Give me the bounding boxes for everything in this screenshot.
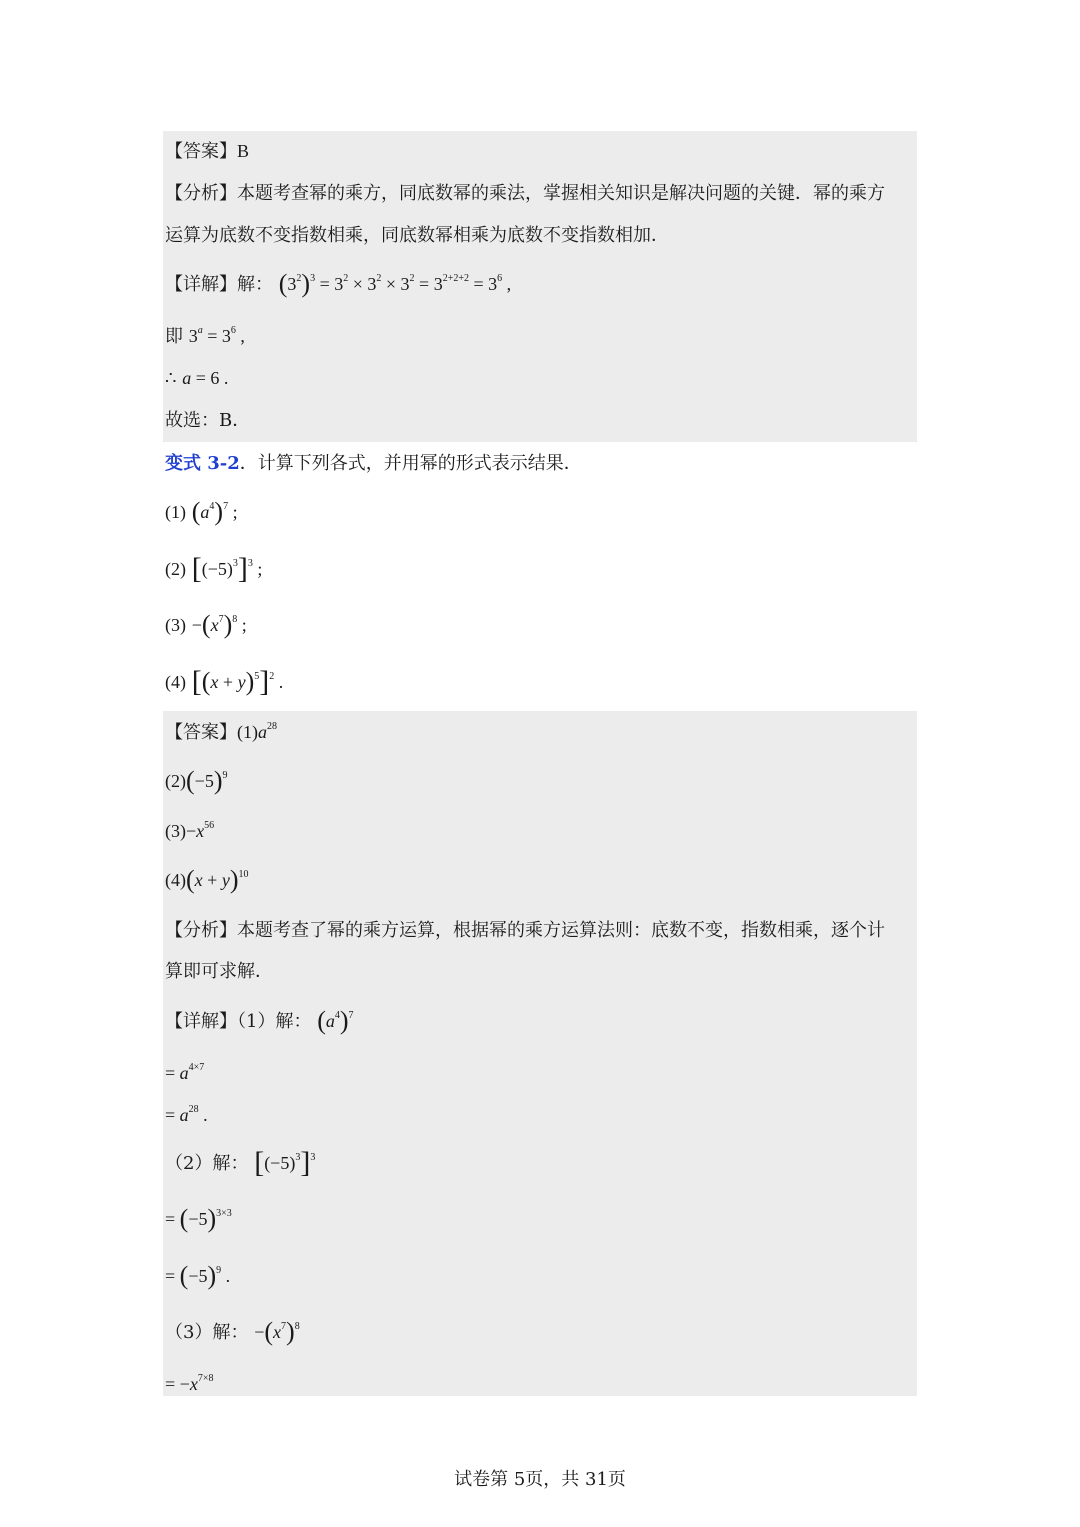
- detail-line: 【详解】解： $(3^2)^3 = 3^2 \times 3^2 \times 3^2 = 3^{2+2+2} = 3^6$ ,: [165, 269, 512, 298]
- question-item-3: $(3) -(x^7)^8$ ;: [165, 610, 247, 639]
- answer2-line-2: $(2)(-5)^9$: [165, 766, 228, 795]
- therefore-line: ∴ a = 6 .: [165, 368, 229, 389]
- answer-line: 【答案】B: [165, 141, 250, 162]
- question-line: 变式 3-2．计算下列各式，并用幂的形式表示结果．: [165, 453, 582, 474]
- page-footer: 试卷第 5页，共 31页: [454, 1469, 626, 1490]
- detail2-line-2: （2）解： $[(-5)^3]^3$: [165, 1146, 316, 1179]
- question-item-4: (4) $[(x + y)^5]^2$ .: [165, 665, 284, 698]
- detail2-step-3: = $(-5)^{3\times 3}$: [165, 1204, 232, 1233]
- question-item-1: (1) $(a^4)^7$ ;: [165, 497, 238, 526]
- detail2-step-2: = $a^{28}$ .: [165, 1104, 208, 1125]
- detail2-step-5: = $-x^{7\times 8}$: [165, 1373, 214, 1394]
- analysis2-line-1: 【分析】本题考查了幂的乘方运算，根据幂的乘方运算法则：底数不变，指数相乘，逐个计: [165, 920, 885, 941]
- analysis-line-1: 【分析】本题考查幂的乘方，同底数幂的乘法，掌握相关知识是解决问题的关键．幂的乘方: [165, 183, 885, 204]
- answer2-line-1: 【答案】$(1)a^{28}$: [165, 721, 277, 743]
- answer-block-2: [163, 711, 917, 1396]
- detail2-step-4: = $(-5)^9$ .: [165, 1261, 231, 1290]
- step-line: 即 $3^a = 3^6$ ,: [165, 325, 245, 347]
- analysis-line-2: 运算为底数不变指数相乘，同底数幂相乘为底数不变指数相加．: [165, 225, 669, 246]
- detail2-line-3: （3）解： $-(x^7)^8$: [165, 1317, 300, 1346]
- choice-line: 故选：B．: [165, 410, 251, 431]
- analysis2-line-2: 算即可求解．: [165, 961, 273, 982]
- detail2-step-1: = $a^{4\times 7}$: [165, 1062, 205, 1083]
- question-item-2: (2) $[(-5)^3]^3$ ;: [165, 552, 263, 585]
- answer2-line-4: $(4)(x + y)^{10}$: [165, 865, 249, 894]
- detail2-line-1: 【详解】（1）解： $(a^4)^7$: [165, 1006, 354, 1035]
- answer2-line-3: $(3)-x^{56}$: [165, 820, 215, 841]
